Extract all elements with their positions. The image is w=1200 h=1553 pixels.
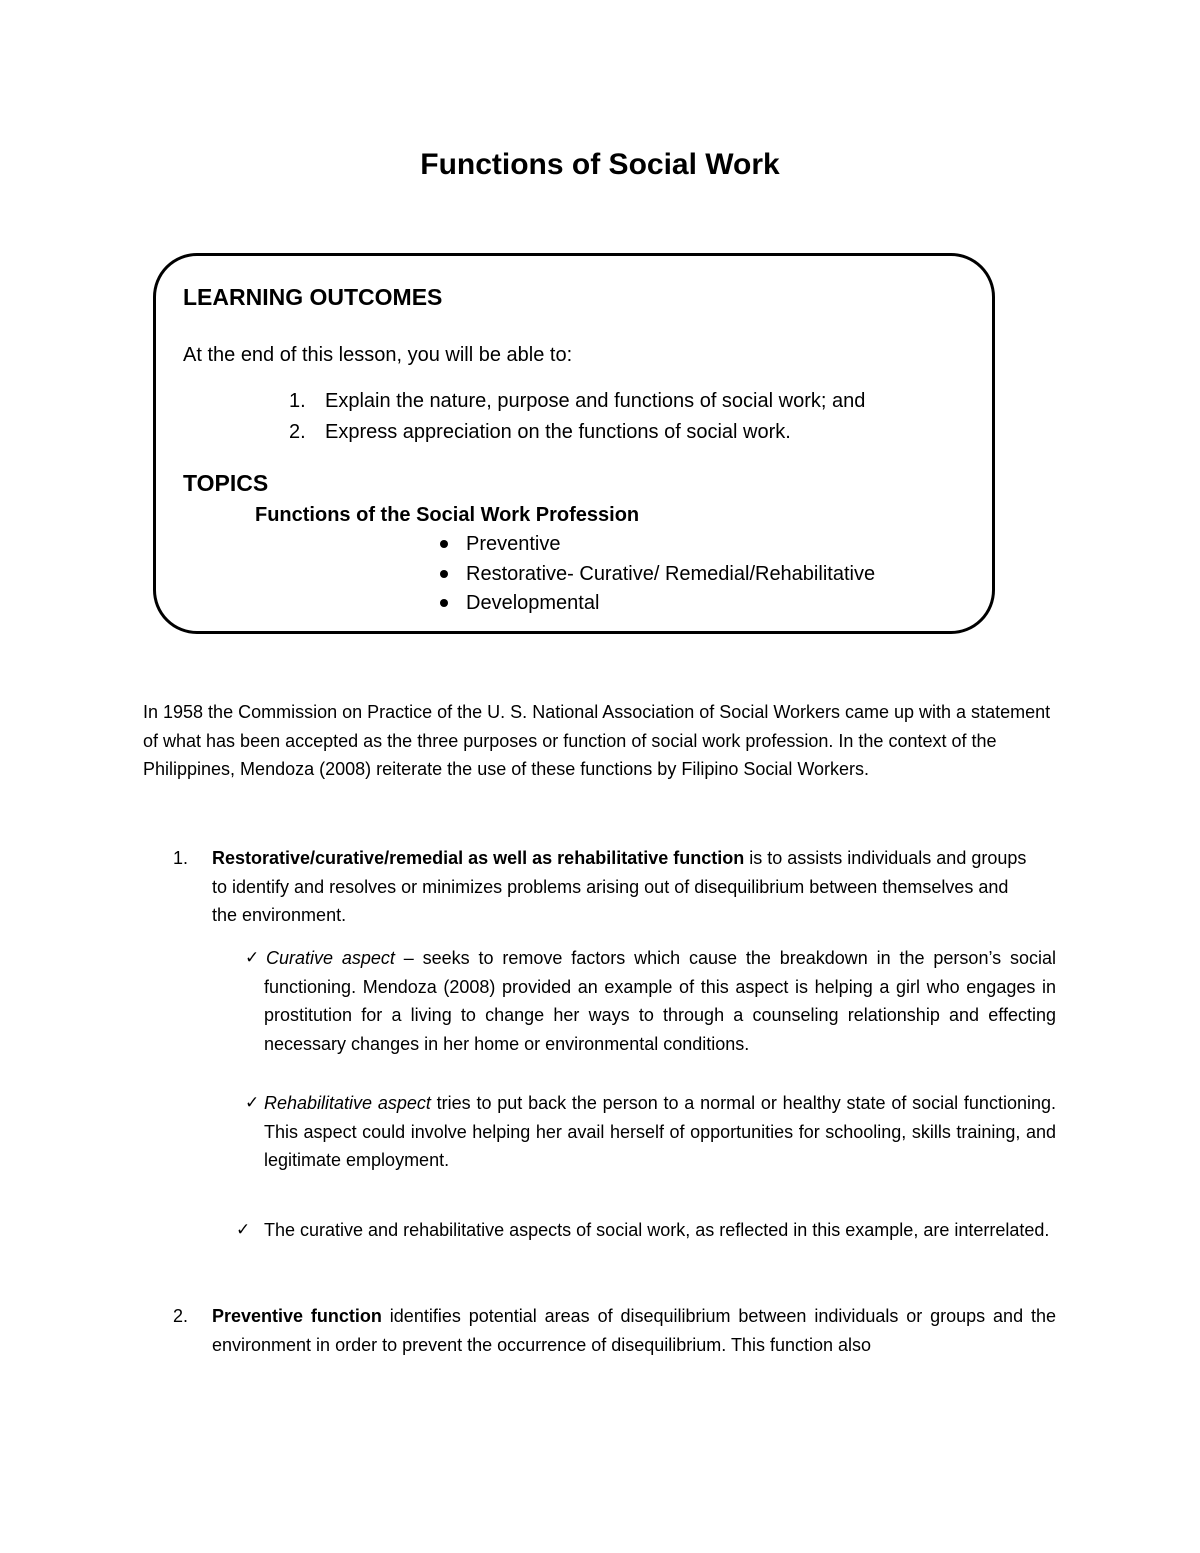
function-number: 2.: [173, 1306, 189, 1326]
bullet-icon: [440, 540, 448, 548]
topics-heading: TOPICS: [183, 470, 269, 496]
bullet-icon: [440, 599, 448, 607]
bullet-icon: [440, 570, 448, 578]
function-description: is to assists individuals and groups to identify and resolves or minimizes problems arising out of disequilibrium between themselves and the environment.: [212, 848, 1027, 925]
topic-label: Restorative- Curative/ Remedial/Rehabilitative: [466, 563, 876, 585]
function-paragraph: [212, 844, 1032, 930]
topics-subheading: Functions of the Social Work Profession: [255, 504, 640, 526]
topic-item: [440, 589, 940, 617]
check-icon: ✓: [245, 948, 260, 967]
outcome-number: 1.: [289, 390, 306, 412]
curative-aspect-paragraph: [264, 944, 1056, 1058]
check-icon: ✓: [236, 1220, 251, 1239]
aspect-term: Curative aspect: [266, 948, 395, 968]
outcome-text: Explain the nature, purpose and functions of social work; and: [325, 390, 866, 412]
topic-label: Developmental: [466, 592, 600, 614]
learning-outcomes-heading: LEARNING OUTCOMES: [183, 284, 443, 310]
aspect-description: tries to put back the person to a normal or healthy state of social functioning. This aspect could involve helping her avail herself of opportunities for schooling, skills training, and legitimate employment.: [264, 1093, 1056, 1170]
topic-item: [440, 560, 940, 588]
aspect-term: Rehabilitative aspect: [264, 1093, 431, 1113]
learning-outcomes-intro: At the end of this lesson, you will be able to:: [183, 344, 573, 366]
topic-label: Preventive: [466, 533, 561, 555]
interrelated-note: The curative and rehabilitative aspects of social work, as reflected in this example, are interrelated.: [264, 1220, 1050, 1240]
outcome-item: [289, 418, 791, 446]
check-icon: ✓: [245, 1093, 260, 1112]
function-term: Preventive function: [212, 1306, 382, 1326]
outcome-number: 2.: [289, 421, 306, 443]
topic-item: [440, 530, 940, 558]
aspect-description: – seeks to remove factors which cause the breakdown in the person’s social functioning. Mendoza (2008) provided an example of this aspect is helping a girl who engages in prostitution for a living to change her ways to through a counseling relationship and effecting necessary changes in her home or environmental conditions.: [264, 948, 1056, 1054]
function-number: 1.: [173, 848, 189, 868]
function-paragraph: [212, 1302, 1056, 1359]
rehabilitative-aspect-paragraph: [264, 1089, 1056, 1175]
function-description: identifies potential areas of disequilibrium between individuals or groups and the environment in order to prevent the occurrence of disequilibrium. This function also: [212, 1306, 1056, 1355]
intro-paragraph: In 1958 the Commission on Practice of the U. S. National Association of Social Workers came up with a statement of what has been accepted as the three purposes or function of social work profession. In the context of the Philippines, Mendoza (2008) reiterate the use of these functions by Filipino Social Workers.: [143, 702, 1051, 779]
page-title: Functions of Social Work: [420, 148, 780, 181]
function-term: Restorative/curative/remedial as well as rehabilitative function: [212, 848, 745, 868]
outcome-text: Express appreciation on the functions of social work.: [325, 421, 791, 443]
outcome-item: [289, 387, 865, 415]
